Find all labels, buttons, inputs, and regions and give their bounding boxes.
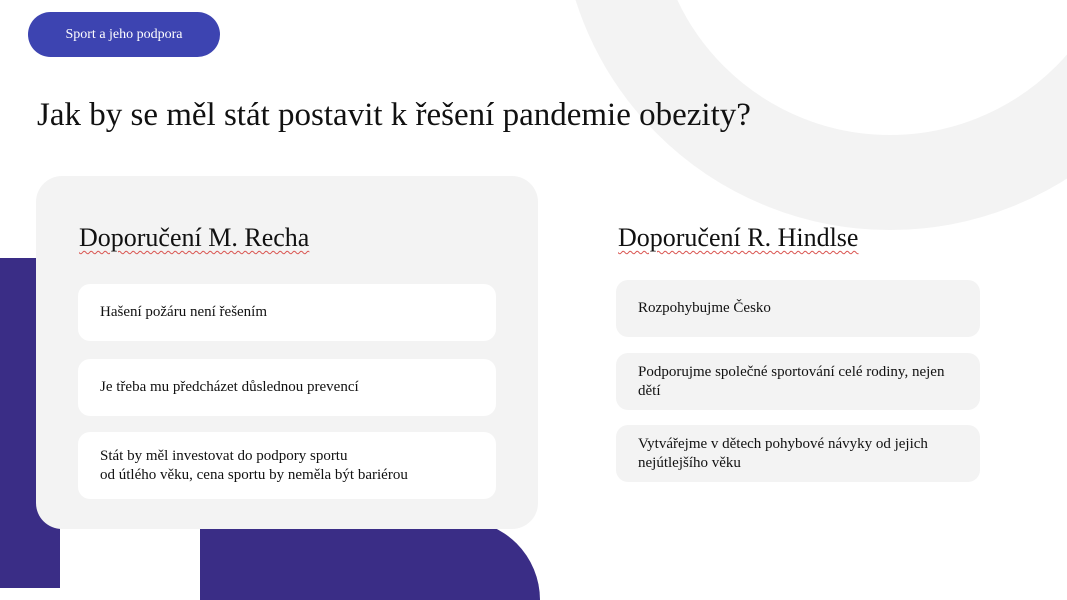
hindls-item-3-text: Vytvářejme v dětech pohybové návyky od jejich nejútlejšího věku [638, 435, 928, 471]
topic-tag-button[interactable]: Sport a jeho podpora [28, 12, 220, 57]
hindls-item-1 [616, 280, 980, 337]
recha-item-3 [78, 432, 496, 499]
recha-item-3-line-1: Stát by měl investovat do podpory sportu [100, 447, 348, 464]
recha-item-1 [78, 284, 496, 341]
hindls-item-3 [616, 425, 980, 482]
hindls-item-2-text: Podporujme společné sportování celé rodiny, nejen dětí [638, 363, 945, 399]
hindls-item-2 [616, 353, 980, 410]
recha-item-3-line-2: od útlého věku, cena sportu by neměla být bariérou [100, 466, 408, 483]
hindls-heading-text: Doporučení R. Hindlse [618, 223, 859, 252]
hindls-heading [618, 223, 858, 253]
recha-item-2-text: Je třeba mu předcházet důslednou prevencí [100, 379, 359, 395]
background-purple-bottom-shape [200, 520, 540, 600]
recha-item-2 [78, 359, 496, 416]
recha-item-1-text: Hašení požáru není řešením [100, 304, 268, 320]
hindls-item-1-text: Rozpohybujme Česko [638, 300, 771, 316]
page-title: Jak by se měl stát postavit k řešení pandemie obezity? [37, 97, 751, 133]
recha-heading [79, 223, 309, 253]
recha-heading-text: Doporučení M. Recha [79, 223, 310, 252]
